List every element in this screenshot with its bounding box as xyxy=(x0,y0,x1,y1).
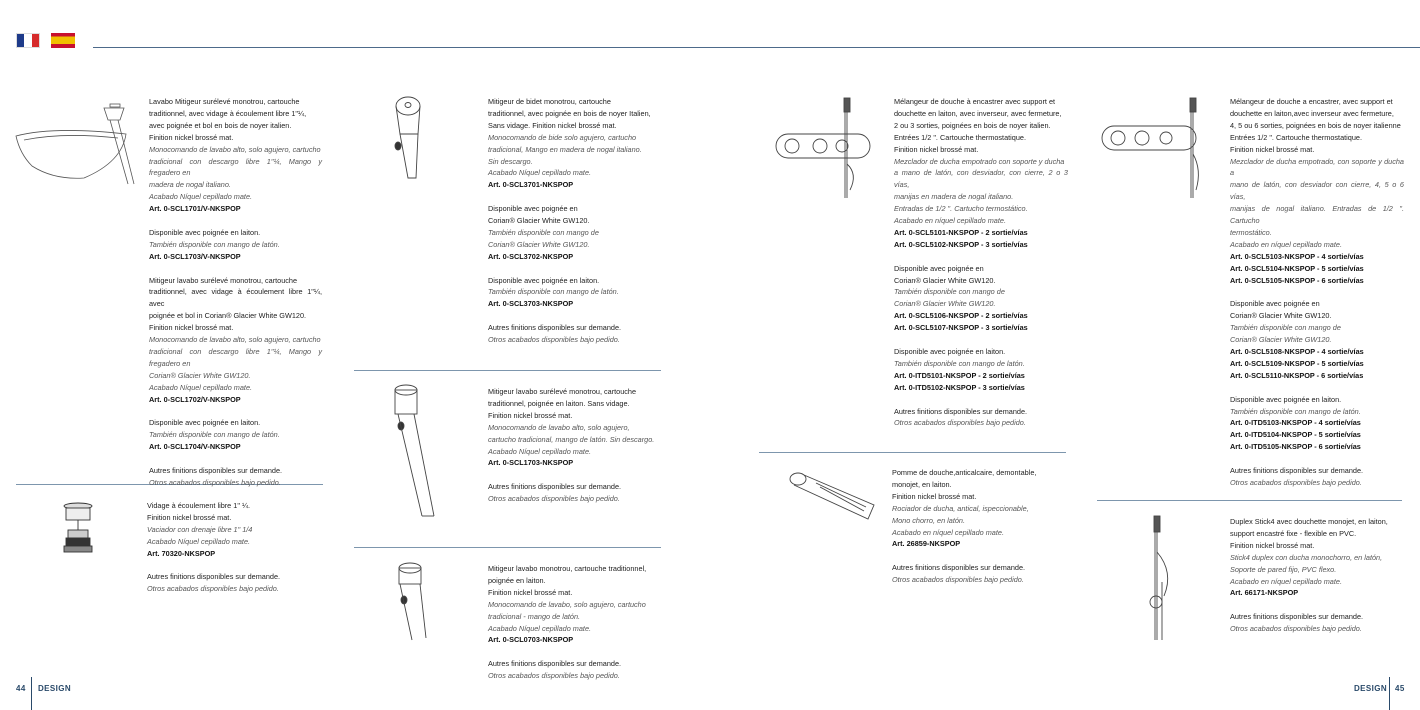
description-es: tradicional - mango de latón. xyxy=(488,611,581,621)
tall-basin-mixer-illustration xyxy=(388,380,438,520)
description-es: También disponible con mango de xyxy=(488,227,599,237)
description-es: También disponible con mango de latón. xyxy=(149,239,280,249)
description-es: Vaciador con drenaje libre 1" 1/4 xyxy=(147,524,253,534)
divider xyxy=(354,370,661,371)
description-es: Corian® Glacier White GW120. xyxy=(894,299,996,309)
header-rule xyxy=(93,47,1420,48)
description-es: tradicional, Mango en madera de nogal italiano. xyxy=(488,144,642,154)
description-fr: avec poignée et bol en bois de noyer italien. xyxy=(149,120,292,130)
article-number: Art. 66171-NKSPOP xyxy=(1230,588,1299,598)
description-fr: Sans vidage. Finition nickel brossé mat. xyxy=(488,120,617,130)
product-block-70320 xyxy=(147,500,320,595)
description-es: También disponible con mango de xyxy=(894,287,1005,297)
basin-mixer-illustration xyxy=(392,560,432,642)
description-fr: Pomme de douche,anticalcaire, demontable, xyxy=(892,468,1037,477)
bidet-mixer-illustration xyxy=(388,92,428,184)
description-es: Acabado en níquel cepillado mate. xyxy=(1230,239,1342,249)
drain-valve-illustration xyxy=(58,500,98,558)
description-fr: Mitigeur lavabo surélevé monotrou, cartouche xyxy=(488,387,637,396)
divider xyxy=(759,452,1066,453)
description-fr: traditionnel, avec vidage à écoulement libre 1"¼, avec xyxy=(149,287,322,309)
product-block-26859 xyxy=(892,467,1066,586)
article-number: Art. 0-SCL5103-NKSPOP - 4 sortie/vías xyxy=(1230,251,1364,261)
french-flag-icon xyxy=(16,33,40,48)
description-fr: monojet, en laiton. xyxy=(892,479,952,489)
other-finishes-fr: Autres finitions disponibles sur demande. xyxy=(488,659,622,669)
article-number: Art. 0-SCL1701/V-NKSPOP xyxy=(149,204,241,214)
description-es: También disponible con mango de latón. xyxy=(149,430,280,440)
description-es: Soporte de pared fijo, PVC flexo. xyxy=(1230,564,1337,574)
description-fr: Finition nickel brossé mat. xyxy=(894,144,979,154)
article-number: Art. 0-ITD5105-NKSPOP - 6 sortie/vías xyxy=(1230,442,1361,452)
description-es: madera de nogal italiano. xyxy=(149,180,231,190)
description-fr: Disponible avec poignée en laiton. xyxy=(894,347,1006,356)
article-number: Art. 0-SCL5108-NKSPOP - 4 sortie/vías xyxy=(1230,347,1364,357)
article-number: Art. 0-ITD5103-NKSPOP - 4 sortie/vías xyxy=(1230,418,1361,428)
concealed-shower-mixer-illustration xyxy=(772,94,882,204)
description-es: También disponible con mango de latón. xyxy=(894,358,1025,368)
description-fr: douchette en laiton,avec inverseur avec fermeture, xyxy=(1230,108,1394,118)
product-block-scl0703 xyxy=(488,563,661,682)
description-fr: Mitigeur lavabo monotrou, cartouche traditionnel, xyxy=(488,564,647,573)
other-finishes-es: Otros acabados disponibles bajo pedido. xyxy=(488,494,620,504)
divider xyxy=(354,547,661,548)
raised-basin-mixer-illustration xyxy=(14,100,136,188)
description-es: tradicional con descargo libre 1"¼, Mango y fregadero en xyxy=(149,347,322,368)
description-fr: Finition nickel brossé mat. xyxy=(1230,540,1315,550)
description-es: Mono chorro, en latón. xyxy=(892,515,966,525)
product-block-scl5103 xyxy=(1230,96,1404,489)
description-es: mano de latón, con desviador con cierre, 4, 5 o 6 vías, xyxy=(1230,180,1404,202)
description-fr: traditionnel, poignée en laiton. Sans vidage. xyxy=(488,398,630,408)
description-fr: Finition nickel brossé mat. xyxy=(149,323,234,333)
description-fr: Corian® Glacier White GW120. xyxy=(1230,311,1332,321)
section-label-left: DESIGN xyxy=(38,684,72,693)
description-fr: Lavabo Mitigeur surélevé monotrou, cartouche xyxy=(149,97,300,106)
description-es: Mezclador de ducha empotrado, con soporte y ducha a xyxy=(1230,156,1404,178)
description-fr: Finition nickel brossé mat. xyxy=(488,410,573,420)
other-finishes-es: Otros acabados disponibles bajo pedido. xyxy=(1230,477,1362,487)
article-number: Art. 0-ITD5104-NKSPOP - 5 sortie/vías xyxy=(1230,430,1361,440)
description-es: tradicional con descargo libre 1"¼, Mango y fregadero en xyxy=(149,156,322,178)
divider xyxy=(1097,500,1402,501)
description-es: Monocomando de bide solo agujero, cartucho xyxy=(488,132,637,142)
article-number: Art. 0-SCL5105-NKSPOP - 6 sortie/vías xyxy=(1230,275,1364,285)
other-finishes-fr: Autres finitions disponibles sur demande. xyxy=(1230,612,1364,622)
description-fr: Entrées 1/2 ". Cartouche thermostatique. xyxy=(894,132,1026,142)
description-es: manijas de nogal italiano. Entradas de 1/2 ". Cartucho xyxy=(1230,204,1404,226)
product-block-scl1701 xyxy=(149,96,322,489)
description-es: Monocomando de lavabo alto, solo agujero, xyxy=(488,422,630,432)
description-fr: Disponible avec poignée en xyxy=(1230,299,1320,309)
article-number: Art. 0-SCL5110-NKSPOP - 6 sortie/vías xyxy=(1230,370,1364,380)
article-number: Art. 0-SCL5104-NKSPOP - 5 sortie/vías xyxy=(1230,263,1364,273)
description-fr: Finition nickel brossé mat. xyxy=(149,132,234,142)
description-es: Acabado Níquel cepillado mate. xyxy=(488,446,592,456)
article-number: Art. 0-SCL5107-NKSPOP - 3 sortie/vías xyxy=(894,323,1028,333)
footer-divider xyxy=(31,677,32,710)
page-number-right: 45 xyxy=(1395,684,1405,693)
other-finishes-fr: Autres finitions disponibles sur demande. xyxy=(147,572,281,582)
description-fr: Mélangeur de douche à encastrer avec support et xyxy=(894,97,1056,106)
concealed-shower-mixer-illustration-2 xyxy=(1098,94,1208,204)
product-block-scl5101 xyxy=(894,96,1068,429)
description-fr: traditionnel, avec poignée en bois de noyer Italien, xyxy=(488,108,651,118)
other-finishes-fr: Autres finitions disponibles sur demande. xyxy=(894,406,1028,416)
description-fr: Finition nickel brossé mat. xyxy=(1230,144,1315,154)
shower-head-illustration xyxy=(786,465,878,523)
article-number: Art. 0-ITD5101-NKSPOP - 2 sortie/vías xyxy=(894,370,1025,380)
other-finishes-fr: Autres finitions disponibles sur demande. xyxy=(149,466,283,476)
other-finishes-es: Otros acabados disponibles bajo pedido. xyxy=(892,575,1024,585)
article-number: Art. 0-SCL5109-NKSPOP - 5 sortie/vías xyxy=(1230,358,1364,368)
description-fr: Disponible avec poignée en laiton. xyxy=(488,275,600,285)
description-fr: Disponible avec poignée en laiton. xyxy=(149,418,261,428)
article-number: Art. 0-SCL1703-NKSPOP xyxy=(488,458,574,468)
section-label-right: DESIGN xyxy=(1354,684,1388,693)
description-es: Stick4 duplex con ducha monochorro, en latón, xyxy=(1230,552,1383,562)
description-es: Monocomando de lavabo alto, solo agujero, cartucho xyxy=(149,144,321,154)
article-number: Art. 0-ITD5102-NKSPOP - 3 sortie/vías xyxy=(894,382,1025,392)
description-fr: traditionnel, avec vidage à écoulement libre 1"¼, xyxy=(149,108,307,118)
article-number: Art. 26859-NKSPOP xyxy=(892,539,961,549)
duplex-stick-shower-illustration xyxy=(1140,512,1180,644)
other-finishes-es: Otros acabados disponibles bajo pedido. xyxy=(488,671,620,681)
footer-divider xyxy=(1389,677,1390,710)
description-es: Acabado Níquel cepillado mate. xyxy=(488,168,592,178)
description-es: Monocomando de lavabo, solo agujero, cartucho xyxy=(488,599,646,609)
description-fr: 2 ou 3 sorties, poignées en bois de noyer italien. xyxy=(894,120,1051,130)
description-es: Acabado Níquel cepillado mate. xyxy=(149,382,253,392)
description-fr: poignée et bol in Corian® Glacier White GW120. xyxy=(149,311,307,321)
description-es: Entradas de 1/2 ". Cartucho termostático. xyxy=(894,204,1028,214)
description-es: Sin descargo. xyxy=(488,156,533,166)
description-fr: Disponible avec poignée en xyxy=(894,263,984,273)
description-fr: douchette en laiton, avec inverseur, avec fermeture, xyxy=(894,108,1062,118)
description-es: Acabado Níquel cepillado mate. xyxy=(147,536,251,546)
article-number: Art. 70320-NKSPOP xyxy=(147,548,216,558)
description-es: Acabado en níquel cepillado mate. xyxy=(892,527,1004,537)
description-fr: Vidage à écoulement libre 1" ¼. xyxy=(147,501,251,510)
description-fr: poignée en laiton. xyxy=(488,575,546,585)
other-finishes-es: Otros acabados disponibles bajo pedido. xyxy=(488,335,620,345)
description-es: Acabado Níquel cepillado mate. xyxy=(488,623,592,633)
article-number: Art. 0-SCL1702/V-NKSPOP xyxy=(149,394,241,404)
article-number: Art. 0-SCL3703-NKSPOP xyxy=(488,299,574,309)
product-block-scl3701 xyxy=(488,96,661,346)
other-finishes-es: Otros acabados disponibles bajo pedido. xyxy=(149,477,281,487)
description-es: Monocomando de lavabo alto, solo agujero, cartucho xyxy=(149,335,321,345)
article-number: Art. 0-SCL0703-NKSPOP xyxy=(488,635,574,645)
description-fr: Disponible avec poignée en laiton. xyxy=(149,227,261,237)
spanish-flag-icon xyxy=(51,33,75,48)
description-fr: Finition nickel brossé mat. xyxy=(488,587,573,597)
product-block-66171 xyxy=(1230,516,1404,635)
description-es: También disponible con mango de latón. xyxy=(1230,406,1361,416)
article-number: Art. 0-SCL1704/V-NKSPOP xyxy=(149,442,241,452)
description-es: Corian® Glacier White GW120. xyxy=(488,239,590,249)
description-fr: Mitigeur lavabo surélevé monotrou, cartouche xyxy=(149,275,298,285)
description-fr: Disponible avec poignée en laiton. xyxy=(1230,394,1342,404)
description-es: Corian® Glacier White GW120. xyxy=(149,370,251,380)
description-es: cartucho tradicional, mango de latón. Sin descargo. xyxy=(488,434,655,444)
description-es: También disponible con mango de latón. xyxy=(488,287,619,297)
description-fr: Finition nickel brossé mat. xyxy=(147,512,232,522)
article-number: Art. 0-SCL3702-NKSPOP xyxy=(488,251,574,261)
article-number: Art. 0-SCL3701-NKSPOP xyxy=(488,180,574,190)
description-fr: Mitigeur de bidet monotrou, cartouche xyxy=(488,97,611,106)
description-es: Acabado Níquel cepillado mate. xyxy=(149,192,253,202)
article-number: Art. 0-SCL5102-NKSPOP - 3 sortie/vías xyxy=(894,239,1028,249)
article-number: Art. 0-SCL1703/V-NKSPOP xyxy=(149,251,241,261)
product-block-scl1703 xyxy=(488,386,661,505)
description-es: Acabado en níquel cepillado mate. xyxy=(894,216,1006,226)
description-es: a mano de latón, con desviador, con cierre, 2 o 3 vías, xyxy=(894,168,1068,190)
description-fr: Entrées 1/2 ". Cartouche thermostatique. xyxy=(1230,132,1362,142)
description-fr: 4, 5 ou 6 sorties, poignées en bois de noyer italienne xyxy=(1230,120,1401,130)
other-finishes-es: Otros acabados disponibles bajo pedido. xyxy=(147,584,279,594)
other-finishes-es: Otros acabados disponibles bajo pedido. xyxy=(894,418,1026,428)
description-fr: Duplex Stick4 avec douchette monojet, en laiton, xyxy=(1230,517,1388,526)
description-es: manijas en madera de nogal italiano. xyxy=(894,192,1014,202)
article-number: Art. 0-SCL5101-NKSPOP - 2 sortie/vías xyxy=(894,227,1028,237)
other-finishes-fr: Autres finitions disponibles sur demande. xyxy=(488,323,622,333)
description-es: Rociador de ducha, antical, ispeccionable, xyxy=(892,503,1029,513)
other-finishes-es: Otros acabados disponibles bajo pedido. xyxy=(1230,624,1362,634)
description-es: termostático. xyxy=(1230,227,1272,237)
description-fr: Corian® Glacier White GW120. xyxy=(488,216,590,226)
description-es: También disponible con mango de xyxy=(1230,323,1341,333)
description-fr: support encastré fixe - flexible en PVC. xyxy=(1230,528,1357,538)
other-finishes-fr: Autres finitions disponibles sur demande. xyxy=(892,563,1026,573)
other-finishes-fr: Autres finitions disponibles sur demande. xyxy=(1230,466,1364,476)
article-number: Art. 0-SCL5106-NKSPOP - 2 sortie/vías xyxy=(894,311,1028,321)
description-es: Acabado en níquel cepillado mate. xyxy=(1230,576,1342,586)
description-fr: Mélangeur de douche a encastrer, avec support et xyxy=(1230,97,1393,106)
description-es: Mezclador de ducha empotrado con soporte y ducha xyxy=(894,156,1065,166)
other-finishes-fr: Autres finitions disponibles sur demande. xyxy=(488,482,622,492)
description-fr: Disponible avec poignée en xyxy=(488,204,578,214)
description-es: Corian® Glacier White GW120. xyxy=(1230,335,1332,345)
description-fr: Corian® Glacier White GW120. xyxy=(894,275,996,285)
description-fr: Finition nickel brossé mat. xyxy=(892,491,977,501)
page-number-left: 44 xyxy=(16,684,26,693)
